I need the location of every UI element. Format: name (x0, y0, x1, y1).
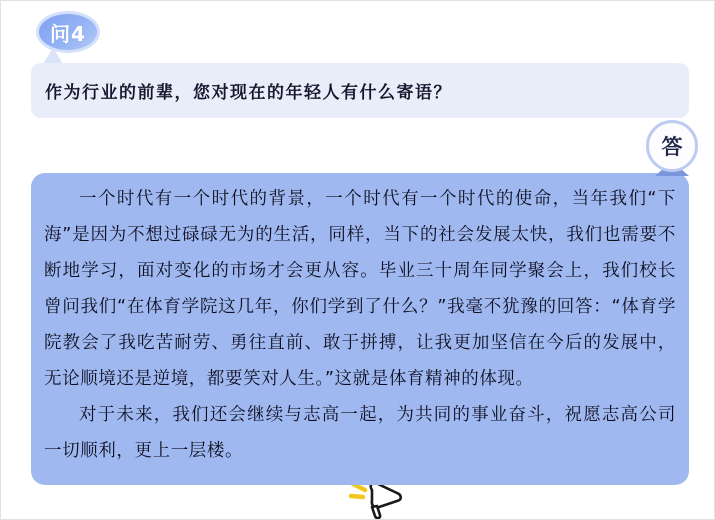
answer-badge-label: 答 (661, 135, 683, 159)
question-number-badge (36, 11, 100, 53)
question-bar (31, 63, 689, 118)
answer-box (31, 173, 689, 485)
question-text: 作为行业的前辈，您对现在的年轻人有什么寄语？ (45, 83, 452, 103)
answer-paragraph: 一个时代有一个时代的背景，一个时代有一个时代的使命，当年我们“下海”是因为不想过碌碌无为的生活，同样，当下的社会发展太快，我们也需要不断地学习，面对变化的市场才会更从容。毕业三十周年同学聚会上，我们校长曾问我们“在体育学院这几年，你们学到了什么？”我毫不犹豫的回答：“体育学院教会了我吃苦耐劳、勇往直前、敢于拼搏，让我更加坚信在今后的发展中，无论顺境还是逆境，都要笑对人生。”这就是体育精神的体现。 (44, 189, 676, 389)
question-number-label: 问4 (50, 21, 86, 46)
answer-badge (646, 120, 698, 172)
answer-paragraph: 对于未来，我们还会继续与志高一起，为共同的事业奋斗，祝愿志高公司一切顺利，更上一层楼。 (44, 405, 676, 461)
question-badge-tail (43, 48, 63, 64)
